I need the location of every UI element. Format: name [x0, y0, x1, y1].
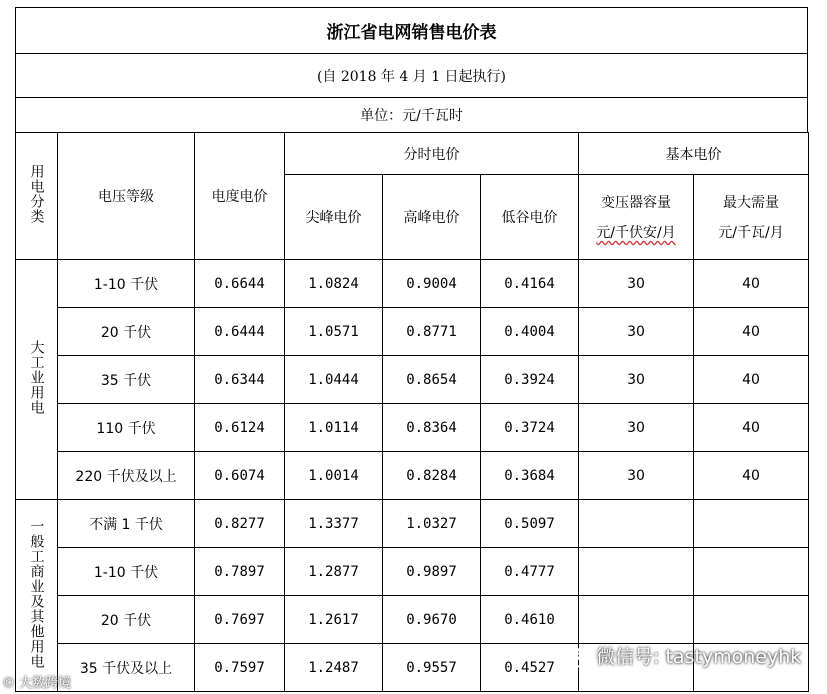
valley-price-cell: 0.5097: [481, 500, 579, 548]
voltage-cell: 20 千伏: [58, 596, 195, 644]
valley-price-cell: 0.4527: [481, 644, 579, 692]
header-energy-price: 电度电价: [195, 133, 285, 260]
high-price-cell: 0.8654: [383, 356, 481, 404]
price-table-sheet: [15, 7, 808, 692]
demand-cell: 40: [694, 404, 809, 452]
header-voltage: 电压等级: [58, 133, 195, 260]
transformer-cell: [579, 548, 694, 596]
transformer-cell: 30: [579, 260, 694, 308]
transformer-cell: 30: [579, 356, 694, 404]
energy-price-cell: 0.7897: [195, 548, 285, 596]
valley-price-cell: 0.3684: [481, 452, 579, 500]
watermark-left: [2, 672, 71, 691]
unit-row: [15, 97, 808, 132]
watermark-right: [556, 642, 801, 669]
header-demand-label: 最大需量: [723, 195, 779, 211]
voltage-cell: 35 千伏: [58, 356, 195, 404]
demand-cell: 40: [694, 356, 809, 404]
voltage-cell: 35 千伏及以上: [58, 644, 195, 692]
table-row: [16, 548, 809, 596]
high-price-cell: 0.8364: [383, 404, 481, 452]
category-label: 一般工商业及其他用电: [28, 518, 45, 669]
transformer-cell: [579, 500, 694, 548]
header-basic: 基本电价: [579, 133, 809, 175]
header-row-1: [16, 133, 809, 175]
valley-price-cell: 0.4164: [481, 260, 579, 308]
high-price-cell: 0.9897: [383, 548, 481, 596]
energy-price-cell: 0.8277: [195, 500, 285, 548]
valley-price-cell: 0.4004: [481, 308, 579, 356]
table-row: [16, 404, 809, 452]
copyright-icon: ©: [2, 676, 15, 691]
energy-price-cell: 0.6344: [195, 356, 285, 404]
transformer-cell: 30: [579, 452, 694, 500]
table-row: [16, 452, 809, 500]
transformer-cell: 30: [579, 404, 694, 452]
energy-price-cell: 0.7697: [195, 596, 285, 644]
peak-price-cell: 1.2877: [285, 548, 383, 596]
table-row: [16, 356, 809, 404]
energy-price-cell: 0.6644: [195, 260, 285, 308]
date-row: [15, 53, 808, 97]
transformer-cell: 30: [579, 308, 694, 356]
voltage-cell: 不满 1 千伏: [58, 500, 195, 548]
high-price-cell: 0.9557: [383, 644, 481, 692]
table-title: 浙江省电网销售电价表: [326, 23, 497, 43]
table-row: [16, 500, 809, 548]
valley-price-cell: 0.3924: [481, 356, 579, 404]
peak-price-cell: 1.0824: [285, 260, 383, 308]
peak-price-cell: 1.0014: [285, 452, 383, 500]
demand-cell: 40: [694, 260, 809, 308]
category-cell: [16, 260, 58, 500]
valley-price-cell: 0.3724: [481, 404, 579, 452]
demand-cell: [694, 500, 809, 548]
voltage-cell: 220 千伏及以上: [58, 452, 195, 500]
category-label: 大工业用电: [28, 340, 45, 415]
header-demand: [694, 175, 809, 260]
valley-price-cell: 0.4777: [481, 548, 579, 596]
price-table: [15, 132, 809, 692]
peak-price-cell: 1.2617: [285, 596, 383, 644]
energy-price-cell: 0.6124: [195, 404, 285, 452]
energy-price-cell: 0.7597: [195, 644, 285, 692]
transformer-cell: [579, 596, 694, 644]
wechat-icon: [556, 644, 590, 668]
demand-cell: [694, 596, 809, 644]
watermark-left-text: 大数跨境: [19, 676, 72, 691]
category-cell: [16, 500, 58, 692]
voltage-cell: 1-10 千伏: [58, 260, 195, 308]
high-price-cell: 1.0327: [383, 500, 481, 548]
high-price-cell: 0.8771: [383, 308, 481, 356]
energy-price-cell: 0.6074: [195, 452, 285, 500]
table-row: [16, 596, 809, 644]
high-price-cell: 0.9004: [383, 260, 481, 308]
demand-cell: 40: [694, 452, 809, 500]
voltage-cell: 1-10 千伏: [58, 548, 195, 596]
unit-label: 单位：元/千瓦时: [360, 108, 463, 124]
effective-date-note: (自 2018 年 4 月 1 日起执行): [316, 68, 507, 85]
header-category: 用电分类: [16, 133, 58, 260]
voltage-cell: 110 千伏: [58, 404, 195, 452]
energy-price-cell: 0.6444: [195, 308, 285, 356]
header-transformer-label: 变压器容量: [601, 195, 671, 211]
header-demand-unit: 元/千瓦/月: [718, 225, 784, 241]
header-high: 高峰电价: [383, 175, 481, 260]
demand-cell: 40: [694, 308, 809, 356]
high-price-cell: 0.9670: [383, 596, 481, 644]
table-row: [16, 260, 809, 308]
peak-price-cell: 1.0444: [285, 356, 383, 404]
header-transformer-unit: 元/千伏安/月: [596, 225, 676, 241]
title-row: [15, 7, 808, 53]
peak-price-cell: 1.3377: [285, 500, 383, 548]
header-transformer: [579, 175, 694, 260]
peak-price-cell: 1.2487: [285, 644, 383, 692]
header-valley: 低谷电价: [481, 175, 579, 260]
watermark-right-text: 微信号: tastymoneyhk: [596, 646, 802, 668]
voltage-cell: 20 千伏: [58, 308, 195, 356]
header-tou: 分时电价: [285, 133, 579, 175]
table-row: [16, 308, 809, 356]
peak-price-cell: 1.0571: [285, 308, 383, 356]
demand-cell: [694, 548, 809, 596]
high-price-cell: 0.8284: [383, 452, 481, 500]
header-peak: 尖峰电价: [285, 175, 383, 260]
valley-price-cell: 0.4610: [481, 596, 579, 644]
peak-price-cell: 1.0114: [285, 404, 383, 452]
